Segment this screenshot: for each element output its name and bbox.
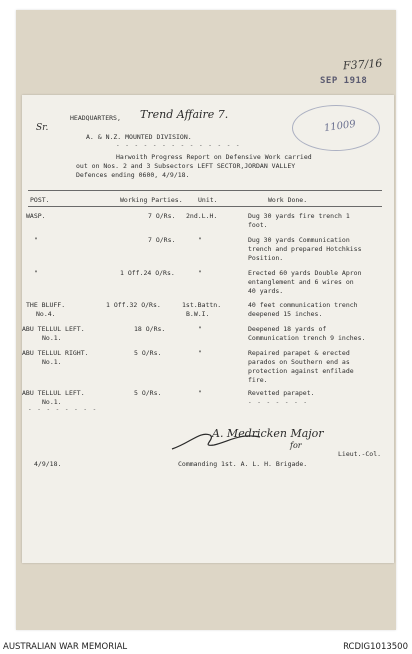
- row-post: ABU TELLUL LEFT.: [22, 389, 85, 397]
- row-post-sub: No.1.: [42, 398, 62, 406]
- row-post-sub: No.1.: [42, 358, 62, 366]
- row-work-line: Deepened 18 yards of: [248, 325, 327, 333]
- document-date: 4/9/18.: [34, 460, 62, 468]
- row-work-line: deepened 15 inches.: [248, 310, 323, 318]
- row-post: THE BLUFF.: [26, 301, 66, 309]
- table-top-rule: [28, 190, 382, 191]
- row-work-line: parados on Southern end as: [248, 358, 350, 366]
- footer-record-id: RCDIG1013500: [343, 642, 408, 652]
- back-sheet-bottom: [16, 560, 392, 626]
- signature-script: A. Medricken Major: [212, 427, 324, 440]
- report-line-2: out on Nos. 2 and 3 Subsectors LEFT SECTOR,JORDAN VALLEY: [76, 162, 296, 170]
- row-work-line: protection against enfilade: [248, 367, 354, 375]
- row-work-line: entanglement and 6 wires on: [248, 278, 354, 286]
- signature-rank: Lieut.-Col.: [338, 450, 382, 458]
- title-underline: - - - - - - - - - - - - - -: [116, 142, 241, 149]
- row-post: WASP.: [26, 212, 46, 220]
- row-parties: 7 O/Rs.: [148, 212, 176, 220]
- signature-commanding: Commanding 1st. A. L. H. Brigade.: [178, 460, 308, 468]
- col-header-work: Work Done.: [268, 196, 308, 204]
- row-post: ABU TELLUL LEFT.: [22, 325, 85, 333]
- row-unit: 2nd.L.H.: [186, 212, 218, 220]
- row-unit: ": [198, 269, 202, 277]
- row-work-line: 40 feet communication trench: [248, 301, 358, 309]
- signature-for: for: [290, 441, 302, 450]
- row-post-sub: No.1.: [42, 334, 62, 342]
- row-unit: ": [198, 349, 202, 357]
- registry-stamp-number: 11009: [323, 118, 357, 135]
- title-division: A. & N.Z. MOUNTED DIVISION.: [86, 133, 192, 141]
- row-work-line: Communication trench 9 inches.: [248, 334, 366, 342]
- row-unit: ": [198, 389, 202, 397]
- col-header-unit: Unit.: [198, 196, 218, 204]
- row-parties: 7 O/Rs.: [148, 236, 176, 244]
- row-work-line: Dug 30 yards fire trench 1: [248, 212, 350, 220]
- row-post: ABU TELLUL RIGHT.: [22, 349, 89, 357]
- report-line-1: Harwoith Progress Report on Defensive Work carried: [116, 153, 312, 161]
- row-unit: ": [198, 325, 202, 333]
- row-parties: 18 O/Rs.: [134, 325, 166, 333]
- row-work-line: fire.: [248, 376, 268, 384]
- footer-institution: AUSTRALIAN WAR MEMORIAL: [3, 642, 128, 652]
- col-header-post: POST.: [30, 196, 50, 204]
- date-stamp: SEP 1918: [320, 76, 368, 86]
- row-work-line: Erected 60 yards Double Apron: [248, 269, 362, 277]
- title-headquarters: HEADQUARTERS,: [70, 114, 121, 122]
- row-post: ": [34, 269, 38, 277]
- footer: [0, 640, 412, 654]
- handwritten-title: Trend Affaire 7.: [140, 108, 229, 121]
- row-work-line: trench and prepared Hotchkiss: [248, 245, 362, 253]
- row-parties: 5 O/Rs.: [134, 349, 162, 357]
- document-page: [22, 95, 394, 563]
- margin-note: Sr.: [36, 123, 49, 133]
- row-work-line: Repaired parapet & erected: [248, 349, 350, 357]
- file-reference: F37/16: [342, 56, 383, 73]
- table-header-rule: [28, 206, 382, 207]
- row-work-line: Dug 30 yards Communication: [248, 236, 350, 244]
- row-work-line: Position.: [248, 254, 284, 262]
- report-line-3: Defences ending 0600, 4/9/18.: [76, 171, 190, 179]
- row-work-line: 40 yards.: [248, 287, 284, 295]
- row-work-line: foot.: [248, 221, 268, 229]
- row-parties: 5 O/Rs.: [134, 389, 162, 397]
- row-unit: ": [198, 236, 202, 244]
- row-unit-sub: B.W.I.: [186, 310, 210, 318]
- row-work-line: Revetted parapet.: [248, 389, 315, 397]
- row-parties: 1 Off.32 O/Rs.: [106, 301, 161, 309]
- row-underline: - - - - - - -: [248, 399, 308, 406]
- row-post: ": [34, 236, 38, 244]
- row-parties: 1 Off.24 O/Rs.: [120, 269, 175, 277]
- row-underline: - - - - - - - -: [28, 406, 98, 413]
- row-post-sub: No.4.: [36, 310, 56, 318]
- row-unit: 1st.Battn.: [182, 301, 222, 309]
- col-header-parties: Working Parties.: [120, 196, 183, 204]
